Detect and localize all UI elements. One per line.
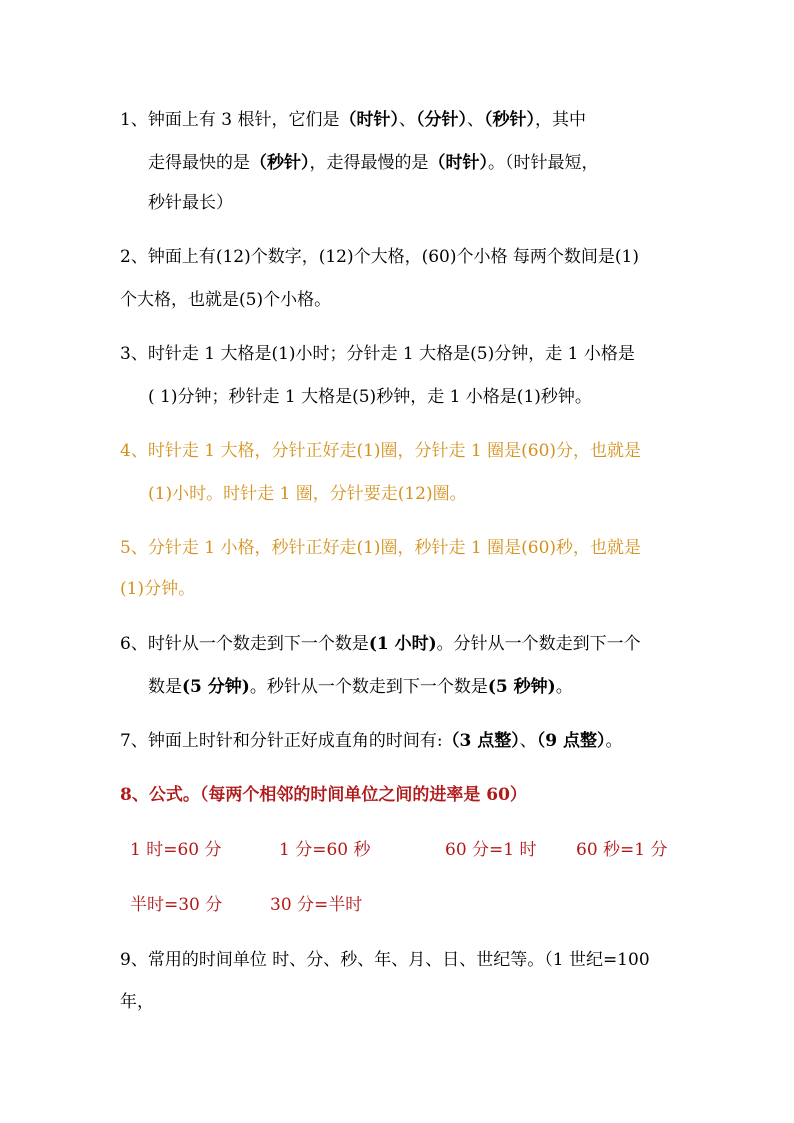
answer-second-hand: （秒针） (483, 110, 535, 130)
answer-3-oclock: （3 点整） (442, 731, 520, 751)
text: 7、钟面上时针和分针正好成直角的时间有: (120, 731, 443, 751)
item-9-line-2: 年， (120, 992, 154, 1012)
item-1-line-2 (148, 151, 599, 175)
text: 。 (605, 731, 623, 751)
item-3-line-2: ( 1)分钟；秒针走 1 大格是(5)秒钟，走 1 小格是(1)秒钟。 (148, 387, 592, 407)
answer-minute-hand: （分针） (415, 110, 467, 130)
text: 。秒针从一个数走到下一个数是 (249, 677, 488, 697)
item-4-line-1: 4、时针走 1 大格，分针正好走(1)圈，分针走 1 圈是(60)分，也就是 (120, 441, 642, 461)
item-1-line-3: 秒针最长） (148, 193, 233, 213)
item-3-line-1: 3、时针走 1 大格是(1)小时；分针走 1 大格是(5)分钟，走 1 小格是 (120, 344, 635, 364)
answer: (5 分钟) (182, 677, 250, 697)
formula-hour-minute: 1 时=60 分 (130, 840, 222, 860)
answer-fastest: （秒针） (250, 153, 310, 173)
formula-30-minutes: 30 分=半时 (270, 895, 363, 915)
answer: (5 秒钟) (487, 677, 556, 697)
text: 数是 (148, 677, 182, 697)
item-8-title: 8、公式。（每两个相邻的时间单位之间的进率是 60） (120, 785, 527, 805)
text: 6、时针从一个数走到下一个数是 (120, 634, 369, 654)
text: 1、钟面上有 3 根针，它们是 (120, 110, 340, 130)
formula-minute-hour: 60 分=1 时 (445, 840, 537, 860)
separator: 、 (519, 731, 537, 751)
item-4-line-2: (1)小时。时针走 1 圈，分针要走(12)圈。 (148, 484, 467, 504)
formula-minute-second: 1 分=60 秒 (279, 840, 371, 860)
answer-9-oclock: （9 点整） (536, 731, 606, 751)
item-7-line-1 (120, 729, 623, 753)
text: 。 (555, 677, 573, 697)
item-6-line-2 (148, 675, 573, 699)
answer-slowest: （时针） (428, 153, 488, 173)
answer-hour-hand: （时针） (339, 110, 399, 130)
text: ，其中 (534, 110, 586, 130)
formula-half-hour: 半时=30 分 (130, 895, 223, 915)
answer: (1 小时) (368, 634, 437, 654)
text: 。分针从一个数走到下一个 (436, 634, 641, 654)
separator: 、 (466, 110, 484, 130)
item-2-line-1: 2、钟面上有(12)个数字，(12)个大格，(60)个小格 每两个数间是(1) (120, 247, 639, 267)
separator: 、 (398, 110, 416, 130)
text: 。（时针最短， (488, 153, 599, 173)
item-5-line-1: 5、分针走 1 小格，秒针正好走(1)圈，秒针走 1 圈是(60)秒，也就是 (120, 538, 642, 558)
item-9-line-1: 9、常用的时间单位 时、分、秒、年、月、日、世纪等。（1 世纪=100 (120, 950, 650, 970)
text: ，走得最慢的是 (309, 153, 429, 173)
item-1-line-1 (120, 108, 586, 132)
item-6-line-1 (120, 632, 641, 656)
text: 走得最快的是 (148, 153, 250, 173)
item-5-line-2: (1)分钟。 (120, 579, 196, 599)
formula-second-minute: 60 秒=1 分 (576, 840, 668, 860)
item-2-line-2: 个大格，也就是(5)个小格。 (120, 290, 332, 310)
